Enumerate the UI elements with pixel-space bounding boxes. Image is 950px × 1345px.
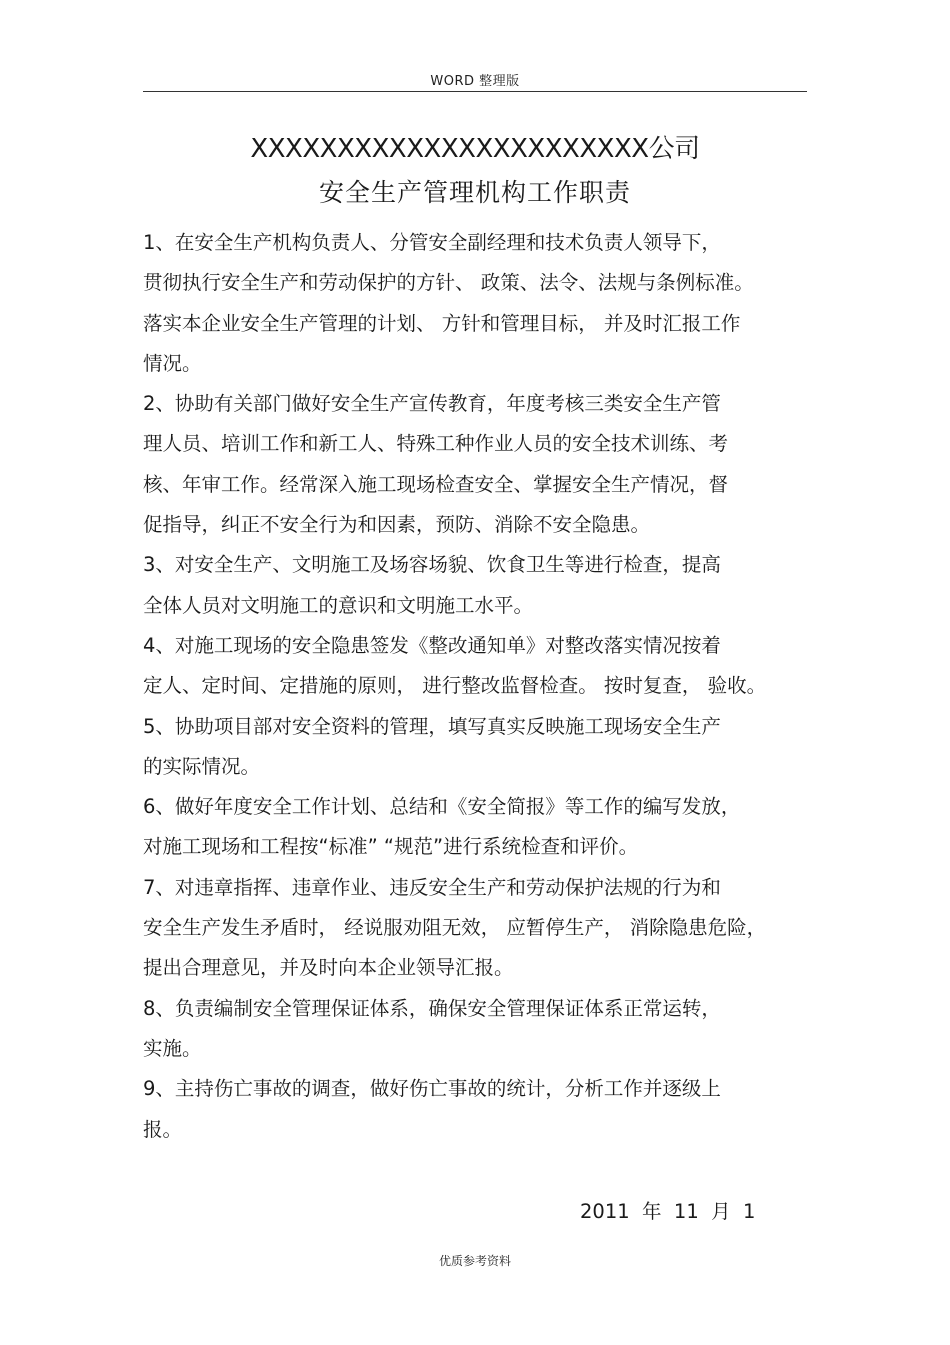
body-line: 7、对违章指挥、违章作业、违反安全生产和劳动保护法规的行为和 bbox=[143, 875, 721, 899]
body-line: 2、协助有关部门做好安全生产宣传教育，年度考核三类安全生产管 bbox=[143, 392, 721, 416]
body-line: 全体人员对文明施工的意识和文明施工水平。 bbox=[143, 593, 534, 617]
header-divider bbox=[143, 91, 807, 92]
body-line: 核、年审工作。经常深入施工现场检查安全、掌握安全生产情况，督 bbox=[143, 472, 729, 496]
body-line: 促指导，纠正不安全行为和因素，预防、消除不安全隐患。 bbox=[143, 513, 651, 537]
body-line: 提出合理意见，并及时向本企业领导汇报。 bbox=[143, 956, 514, 980]
body-line: 3、对安全生产、文明施工及场容场貌、饮食卫生等进行检查，提高 bbox=[143, 553, 721, 577]
body-line: 8、负责编制安全管理保证体系，确保安全管理保证体系正常运转， bbox=[143, 996, 721, 1020]
body-line: 对施工现场和工程按“标准” “规范”进行系统检查和评价。 bbox=[143, 835, 639, 859]
company-name: XXXXXXXXXXXXXXXXXXXXXXX公司 bbox=[250, 134, 700, 164]
body-line: 情况。 bbox=[143, 351, 202, 375]
body-line: 安全生产发生矛盾时， 经说服劝阻无效， 应暂停生产， 消除隐患危险， bbox=[143, 916, 767, 940]
body-line: 定人、定时间、定措施的原则， 进行整改监督检查。 按时复查， 验收。 bbox=[143, 674, 767, 698]
body-line: 的实际情况。 bbox=[143, 754, 261, 778]
document-date: 2011 年 11 月 1 bbox=[580, 1200, 756, 1223]
body-line: 5、协助项目部对安全资料的管理，填写真实反映施工现场安全生产 bbox=[143, 714, 721, 738]
body-line: 报。 bbox=[143, 1117, 183, 1141]
document-title: 安全生产管理机构工作职责 bbox=[318, 178, 631, 207]
body-line: 9、主持伤亡事故的调查，做好伤亡事故的统计，分析工作并逐级上 bbox=[143, 1077, 721, 1101]
body-line: 1、在安全生产机构负责人、分管安全副经理和技术负责人领导下， bbox=[143, 231, 721, 254]
body-line: 4、对施工现场的安全隐患签发《整改通知单》对整改落实情况按着 bbox=[143, 633, 721, 657]
body-line: 实施。 bbox=[143, 1036, 202, 1060]
body-line: 落实本企业安全生产管理的计划、 方针和管理目标， 并及时汇报工作 bbox=[143, 311, 741, 335]
body-line: 6、做好年度安全工作计划、总结和《安全简报》等工作的编写发放， bbox=[143, 795, 741, 819]
page-header: WORD 整理版 bbox=[430, 74, 520, 89]
document-body bbox=[143, 223, 823, 1150]
page-footer: 优质参考资料 bbox=[438, 1254, 511, 1268]
body-line: 理人员、培训工作和新工人、特殊工种作业人员的安全技术训练、考 bbox=[143, 432, 729, 456]
body-line: 贯彻执行安全生产和劳动保护的方针、 政策、法令、法规与条例标准。 bbox=[143, 271, 754, 295]
